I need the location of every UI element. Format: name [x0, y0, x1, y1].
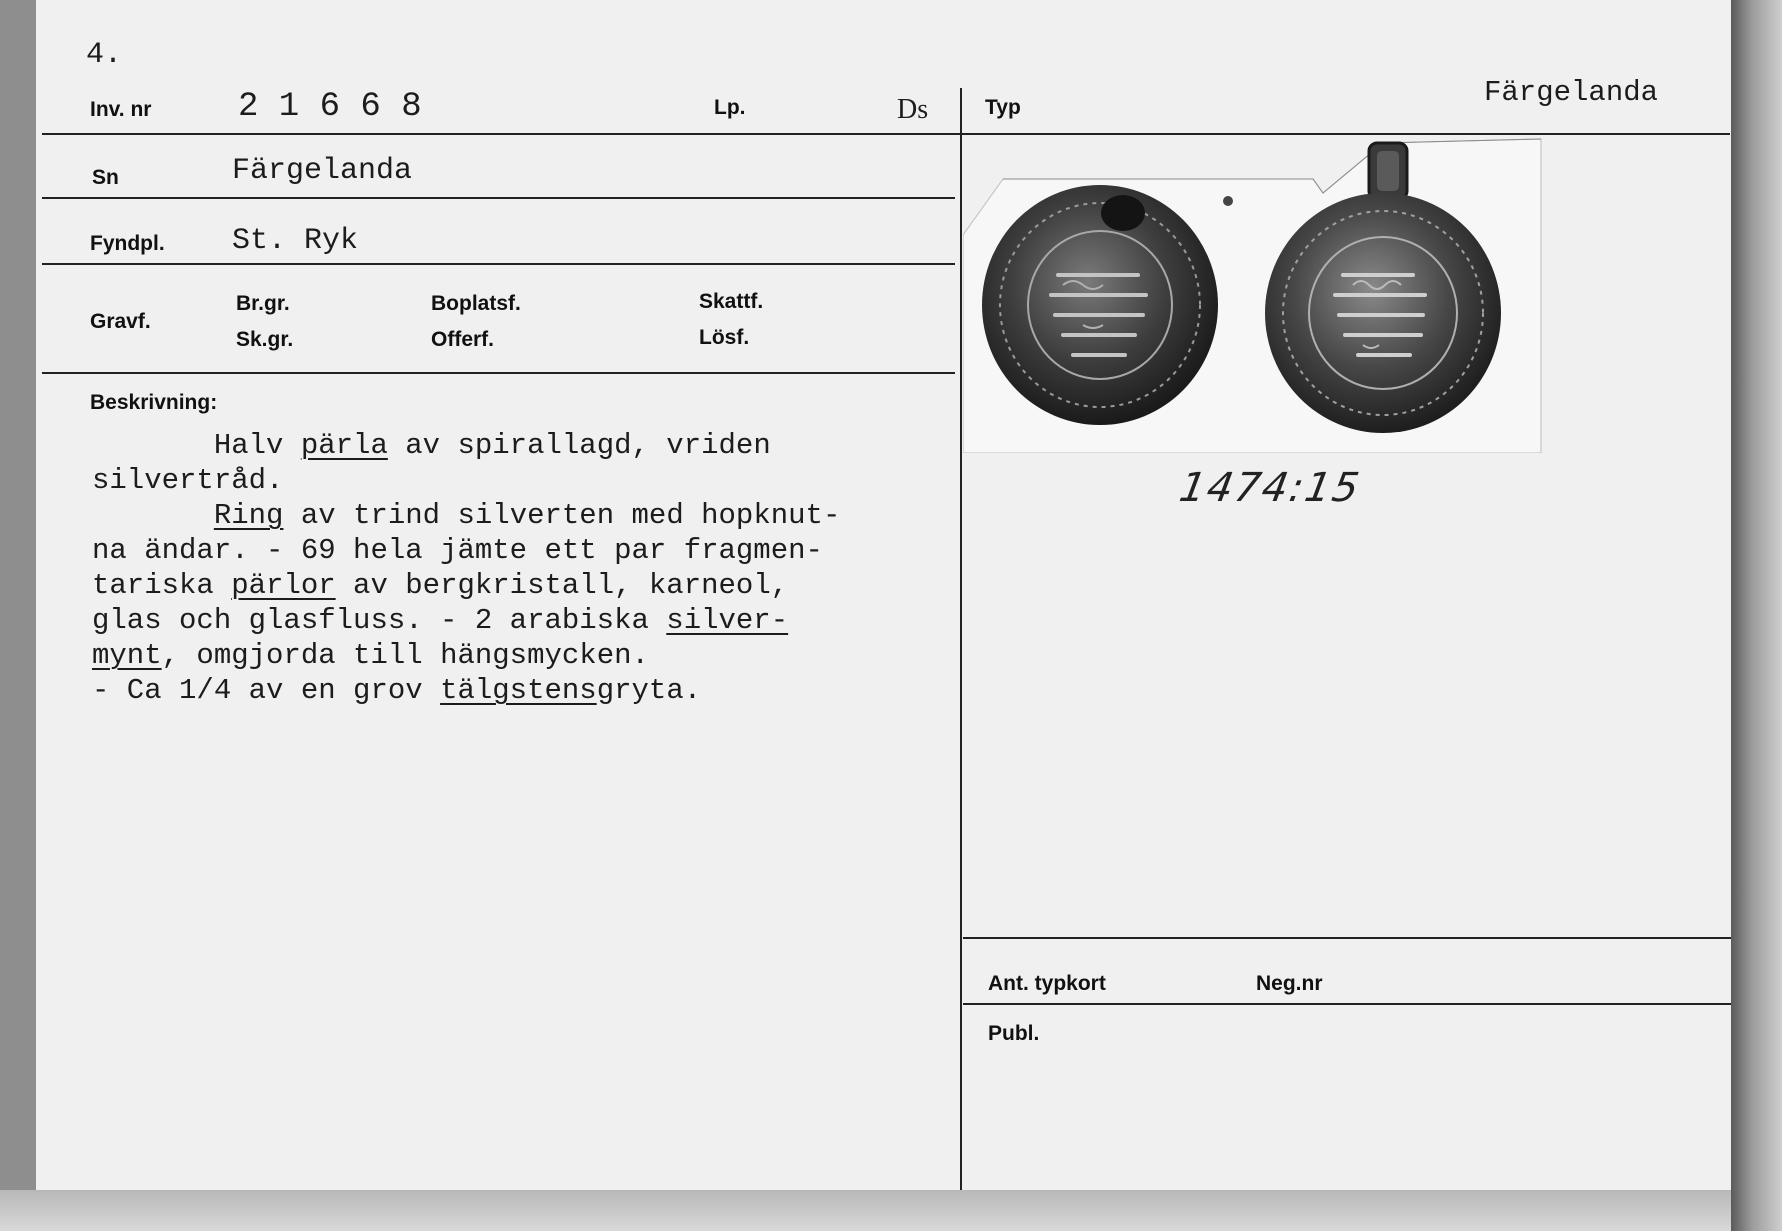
description-segment: av bergkristall, karneol, — [335, 569, 789, 602]
description-segment: gryta. — [596, 674, 702, 707]
description-segment: , omgjorda till hängsmycken. — [161, 639, 649, 672]
boplatsf-label: Boplatsf. — [431, 292, 521, 315]
rule-gravf — [42, 372, 955, 374]
rule-ant-typkort — [963, 937, 1731, 939]
description-segment — [92, 499, 214, 532]
description-line — [92, 498, 840, 533]
rule-fyndpl — [42, 263, 955, 265]
underlined-term: pärlor — [231, 569, 336, 602]
description-segment: glas och glasfluss. - 2 arabiska — [92, 604, 667, 637]
scan-background-bottom — [0, 1190, 1782, 1231]
beskrivning-label: Beskrivning: — [90, 391, 218, 414]
description-segment: Halv — [92, 429, 301, 462]
sn-value: Färgelanda — [232, 154, 413, 188]
description-line — [92, 603, 840, 638]
underlined-term: tälgstens — [440, 674, 597, 707]
left-coin — [982, 185, 1218, 425]
description-segment: tariska — [92, 569, 232, 602]
losf-label: Lösf. — [699, 326, 750, 349]
typ-label: Typ — [985, 96, 1021, 119]
description-line — [92, 568, 840, 603]
fyndpl-label: Fyndpl. — [90, 232, 165, 255]
underlined-term: Ring — [213, 499, 284, 532]
sn-label: Sn — [92, 166, 119, 189]
neg-nr-label: Neg.nr — [1256, 972, 1323, 995]
sk-gr-label: Sk.gr. — [236, 328, 294, 351]
description-line — [92, 428, 840, 463]
publ-label: Publ. — [988, 1022, 1040, 1045]
corner-parish: Färgelanda — [1484, 76, 1659, 109]
ant-typkort-label: Ant. typkort — [988, 972, 1106, 995]
description-text — [92, 428, 840, 708]
underlined-term: pärla — [300, 429, 388, 462]
description-segment: na ändar. - 69 hela jämte ett par fragmen- — [92, 534, 823, 567]
underlined-term: silver- — [666, 604, 789, 637]
underlined-term: mynt — [92, 639, 162, 672]
description-line — [92, 463, 840, 498]
description-line — [92, 533, 840, 568]
description-segment: - Ca 1/4 av en grov — [92, 674, 441, 707]
description-line — [92, 673, 840, 708]
offerf-label: Offerf. — [431, 328, 494, 351]
fyndpl-value: St. Ryk — [232, 224, 359, 258]
gravf-label: Gravf. — [90, 310, 151, 333]
inv-nr-label: Inv. nr — [90, 98, 152, 121]
coin-pendants-photo — [963, 135, 1543, 453]
lp-label: Lp. — [714, 96, 746, 119]
description-segment: av trind silverten med hopknut- — [283, 499, 841, 532]
rule-divider — [960, 88, 962, 1190]
description-segment: silvertråd. — [92, 464, 284, 497]
rule-sn — [42, 197, 955, 199]
description-segment: av spirallagd, vriden — [387, 429, 771, 462]
photo-caption-handwritten: 1474:15 — [1175, 465, 1365, 511]
description-line — [92, 638, 840, 673]
skattf-label: Skattf. — [699, 290, 764, 313]
card-number: 4. — [86, 38, 123, 72]
scan-background-right — [1731, 0, 1782, 1231]
br-gr-label: Br.gr. — [236, 292, 290, 315]
ds-mark: Ds — [897, 94, 929, 125]
rule-publ — [963, 1003, 1731, 1005]
inv-nr-value: 2 1 6 6 8 — [238, 88, 422, 126]
